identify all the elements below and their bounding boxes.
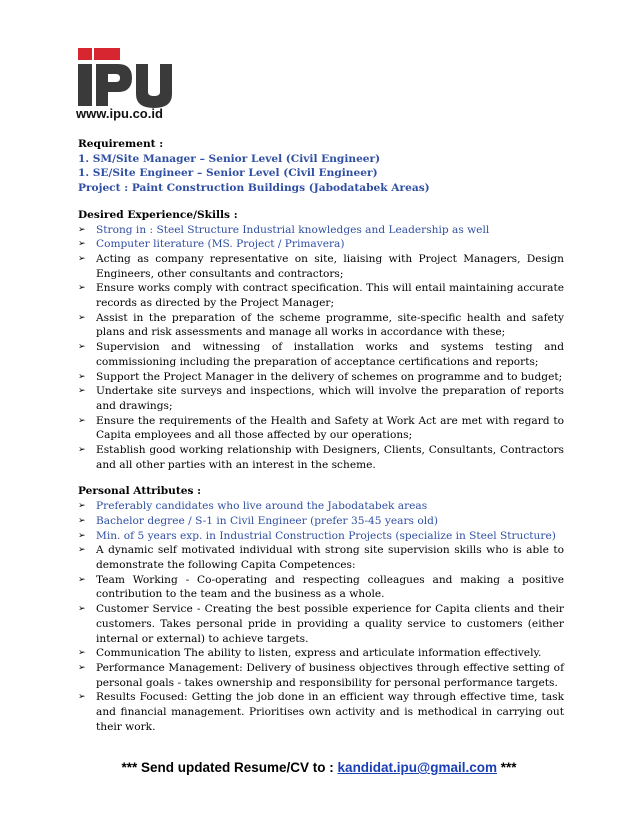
list-item (78, 690, 564, 734)
list-item (78, 573, 564, 602)
list-item (78, 237, 564, 252)
list-item (78, 370, 564, 385)
list-item-text: Performance Management: Delivery of business objectives through effective setting of personal goals - takes ownership and responsibility for personal performance targets. (96, 661, 564, 689)
website-url: www.ipu.co.id (76, 106, 163, 121)
footer-contact (0, 760, 638, 775)
arrow-bullet-icon: ➢ (78, 224, 86, 235)
list-item-text: Min. of 5 years exp. in Industrial Construction Projects (specialize in Steel Structure) (96, 529, 556, 542)
list-item-text: Assist in the preparation of the scheme programme, site-specific health and safety plans and risk assessments and manage all works in accordance with these; (96, 311, 564, 339)
list-item (78, 443, 564, 472)
list-item-text: Results Focused: Getting the job done in an efficient way through effective time, task and financial management. Prioritises own activity and is methodical in carrying out their work. (96, 691, 564, 733)
list-item (78, 252, 564, 281)
job-description (78, 137, 564, 734)
list-item (78, 543, 564, 572)
list-item-text: Supervision and witnessing of installation works and systems testing and commissioning including the preparation of acceptance certifications and reports; (96, 341, 564, 368)
list-item (78, 499, 564, 514)
arrow-bullet-icon: ➢ (78, 386, 86, 397)
list-item-text: Undertake site surveys and inspections, which will involve the preparation of reports and drawings; (96, 385, 564, 412)
arrow-bullet-icon: ➢ (78, 501, 86, 512)
list-item (78, 384, 564, 413)
list-item-text: Strong in : Steel Structure Industrial knowledges and Leadership as well (96, 223, 490, 236)
list-item-text: Preferably candidates who live around the Jabodatabek areas (96, 500, 428, 513)
list-item (78, 661, 564, 690)
arrow-bullet-icon: ➢ (78, 662, 86, 673)
list-item (78, 646, 564, 661)
arrow-bullet-icon: ➢ (78, 312, 86, 323)
arrow-bullet-icon: ➢ (78, 253, 86, 264)
arrow-bullet-icon: ➢ (78, 445, 86, 456)
arrow-bullet-icon: ➢ (78, 342, 86, 353)
attributes-list (78, 499, 564, 734)
list-item (78, 223, 564, 238)
list-item (78, 414, 564, 443)
arrow-bullet-icon: ➢ (78, 239, 86, 250)
arrow-bullet-icon: ➢ (78, 692, 86, 703)
list-item (78, 514, 564, 529)
list-item-text: Ensure the requirements of the Health and Safety at Work Act are met with regard to Capita employees and all those affected by our operations; (96, 414, 564, 442)
email-link[interactable]: kandidat.ipu@gmail.com (337, 760, 497, 775)
list-item-text: Acting as company representative on site, liaising with Project Managers, Design Engineers, other consultants and contractors; (96, 252, 564, 280)
project-line: Project : Paint Construction Buildings (Jabodatabek Areas) (78, 182, 430, 195)
list-item (78, 529, 564, 544)
list-item-text: A dynamic self motivated individual with strong site supervision skills who is able to demonstrate the following Capita Competences: (96, 544, 564, 571)
arrow-bullet-icon: ➢ (78, 574, 86, 585)
list-item-text: Customer Service - Creating the best possible experience for Capita clients and their customers. Takes personal pride in providing a quality service to customers (either internal or external) to achieve targets. (96, 603, 564, 645)
list-item (78, 281, 564, 310)
arrow-bullet-icon: ➢ (78, 604, 86, 615)
arrow-bullet-icon: ➢ (78, 515, 86, 526)
attributes-title: Personal Attributes : (78, 485, 202, 498)
arrow-bullet-icon: ➢ (78, 545, 86, 556)
list-item (78, 340, 564, 369)
arrow-bullet-icon: ➢ (78, 415, 86, 426)
list-item-text: Ensure works comply with contract specification. This will entail maintaining accurate records as directed by the Project Manager; (96, 282, 564, 310)
requirement-label: Requirement : (78, 138, 164, 150)
arrow-bullet-icon: ➢ (78, 283, 86, 294)
list-item-text: Support the Project Manager in the delivery of schemes on programme and to budget; (96, 370, 563, 383)
list-item (78, 602, 564, 646)
list-item (78, 311, 564, 340)
position-1: 1. SM/Site Manager – Senior Level (Civil Engineer) (78, 152, 381, 165)
list-item-text: Team Working - Co-operating and respecting colleagues and making a positive contribution to the team and the business as a whole. (96, 573, 564, 601)
experience-title: Desired Experience/Skills : (78, 208, 238, 221)
footer-prefix: *** Send updated Resume/CV to : (121, 760, 338, 775)
arrow-bullet-icon: ➢ (78, 648, 86, 659)
arrow-bullet-icon: ➢ (78, 530, 86, 541)
list-item-text: Bachelor degree / S-1 in Civil Engineer (prefer 35-45 years old) (96, 514, 439, 527)
list-item-text: Establish good working relationship with Designers, Clients, Consultants, Contractors and all other parties with an interest in the scheme. (96, 444, 564, 471)
list-item-text: Communication The ability to listen, express and articulate information effectively. (96, 647, 542, 660)
list-item-text: Computer literature (MS. Project / Primavera) (96, 238, 345, 251)
footer-suffix: *** (496, 760, 517, 775)
arrow-bullet-icon: ➢ (78, 371, 86, 382)
experience-list (78, 223, 564, 473)
position-2: 1. SE/Site Engineer – Senior Level (Civil Engineer) (78, 167, 378, 180)
